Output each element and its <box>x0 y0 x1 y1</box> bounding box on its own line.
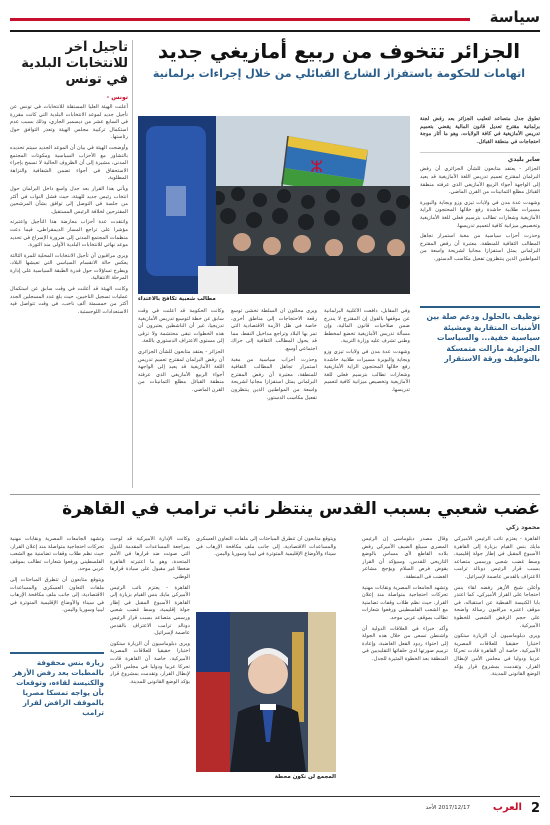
second-headline: غضب شعبي بسبب القدس ينتظر نائب ترامب في القاهرة <box>62 499 540 519</box>
column-divider <box>132 40 133 488</box>
paragraph: الجزائر - يعتقد متابعون للشأن الجزائري أن رفض البرلمان لمقترح تعميم تدريس اللغة الأمازيغية قد يعيد إلى الواجهة أجواء الربيع الأمازيغي الذي عرفته منطقة القبائل مطلع الثمانينات من القرن الماضي. <box>138 348 224 393</box>
text-column <box>138 308 224 488</box>
photo-caption: المجمع لن نكون محطة <box>274 774 336 780</box>
paragraph: ويرى دبلوماسيون أن الزيارة ستكون اختبارا حقيقيا للعلاقات المصرية الأميركية، خاصة أن القاهرة قادت تحركا عربيا ودوليا في مجلس الأمن لإبطال القرار، وتقدمت بمشروع قرار يؤكد الوضع القانوني للمدينة. <box>454 633 540 678</box>
paragraph: وحذرت أحزاب سياسية من مغبة استمرار تجاهل المطالب الثقافية للمنطقة، معتبرة أن رفض المقترح البرلماني يمثل استفزازا مجانيا لشريحة واسعة من المواطنين الذين ينتظرون تفعيل مكاسب الدستور. <box>420 233 540 262</box>
paragraph: وكانت الإدارة الأميركية قد لوحت بمراجعة المساعدات المقدمة للدول التي صوتت ضد قرارها في الأمم المتحدة، وهو ما اعتبرته القاهرة ضغطا غير مقبول على سيادة قرارها الوطني. <box>110 536 190 580</box>
paragraph: القاهرة - يعتزم نائب الرئيس الأميركي مايك بنس القيام بزيارة إلى القاهرة الأسبوع المقبل في إطار جولة إقليمية، وسط غضب شعبي ورسمي متصاعد بسبب قرار الرئيس دونالد ترامب الاعتراف بالقدس عاصمة لإسرائيل. <box>110 584 190 637</box>
second-byline: محمود زكي <box>505 524 540 531</box>
paragraph: وأوضحت الهيئة في بيان أن الموعد الجديد سيتم تحديده بالتشاور مع الأحزاب السياسية ومكونات المجتمع المدني، مشيرة إلى أن الظروف الحالية لا تسمح بإجراء الاستحقاق في أجواء تضمن الشفافية والنزاهة المطلوبة. <box>10 144 128 182</box>
text-column <box>110 536 190 776</box>
paragraph: القاهرة - يعتزم نائب الرئيس الأميركي مايك بنس القيام بزيارة إلى القاهرة الأسبوع المقبل في إطار جولة إقليمية، وسط غضب شعبي ورسمي متصاعد بسبب قرار الرئيس دونالد ترامب الاعتراف بالقدس عاصمة لإسرائيل. <box>454 536 540 580</box>
byline: صابر بليدي <box>420 152 540 163</box>
text-column <box>362 536 448 776</box>
paragraph: ويرى محللون أن السلطة تخشى توسع رقعة الاحتجاجات إلى مناطق أخرى، خاصة في ظل الأزمة الاقتصادية التي تمر بها البلاد وتراجع مداخيل النفط، مما قد يحول المطالب الثقافية إلى حراك اجتماعي أوسع. <box>231 308 317 352</box>
main-story <box>138 38 540 490</box>
text-column <box>10 536 104 646</box>
main-body-col1 <box>420 166 540 263</box>
paragraph: وكانت الهيئة قد أعلنت في وقت سابق عن استكمال عمليات تسجيل الناخبين، حيث بلغ عدد المسجلين الجدد أكثر من خمسمئة ألف ناخب، في وقت تتواصل فيه الاستعدادات اللوجستية. <box>10 286 128 315</box>
main-story-lead-column <box>420 116 540 488</box>
main-headline: الجزائر تتخوف من ربيع أمازيغي جديد <box>157 39 521 63</box>
paragraph: ويأتي هذا القرار بعد جدل واسع داخل البرلمان حول انتخاب رئيس جديد للهيئة، حيث فشل النواب في أكثر من جلسة في التوصل إلى توافق بشأن المرشحين المقترحين لخلافة الرئيس المستقيل. <box>10 185 128 215</box>
pull-quote: زيارة بنس محفوفة بالمطبات بعد رفض الأزهر والكنيسة لقاءه، وتوقعات بأن يواجه تمسكا مصريا بالموقف الرافض لقرار ترامب <box>10 652 104 718</box>
pence-photo-illustration <box>196 612 336 772</box>
paragraph: وأكد خبراء في العلاقات الدولية أن واشنطن تسعى من خلال هذه الجولة إلى احتواء ردود الفعل الغاضبة، وإعادة ترميم صورتها لدى حلفائها التقليديين في المنطقة بعد الخطوة المثيرة للجدل. <box>362 625 448 662</box>
section-accent-bar <box>10 18 470 21</box>
side-story-headline: تأجيل آخر للانتخابات البلدية في تونس <box>21 40 128 87</box>
section-header <box>10 6 540 32</box>
issue-date: 2017/12/17 الأحد <box>425 805 470 811</box>
paragraph: ويرى مراقبون أن تأجيل الانتخابات المحلية للمرة الثالثة يعكس حالة الانقسام السياسي التي تعيشها البلاد، ويطرح تساؤلات حول قدرة الطبقة السياسية على إدارة المرحلة الانتقالية. <box>10 252 128 282</box>
paragraph: ويرى دبلوماسيون أن الزيارة ستكون اختبارا حقيقيا للعلاقات المصرية الأميركية، خاصة أن القاهرة قادت تحركا عربيا ودوليا في مجلس الأمن لإبطال القرار، وتقدمت بمشروع قرار يؤكد الوضع القانوني للمدينة. <box>110 640 190 685</box>
text-column <box>231 308 317 488</box>
side-story <box>10 40 128 488</box>
pence-photo <box>196 612 336 772</box>
paragraph: وقال مصدر دبلوماسي إن الرئيس المصري سيبلغ الضيف الأميركي رفض بلاده القاطع لأي مساس بالوضع التاريخي للقدس، وسيؤكد أن القرار يقوض فرص السلام ويؤجج مشاعر الغضب في المنطقة. <box>362 536 448 580</box>
section-title: سياسة <box>489 8 540 26</box>
main-subheadline: اتهامات للحكومة باستفزاز الشارع القبائلي من خلال إجراءات برلمانية <box>152 67 526 80</box>
paragraph: وأعلن شيخ الأزهر رفضه لقاء بنس احتجاجا على القرار الأميركي، كما اعتذر بابا الكنيسة القبطية عن استقباله، في موقف اعتبره مراقبون رسالة واضحة على حجم الرفض الشعبي للخطوة الأميركية. <box>454 584 540 629</box>
protest-photo <box>138 116 410 294</box>
paragraph: ويتوقع متابعون أن تتطرق المباحثات إلى ملفات التعاون العسكري والمساعدات الاقتصادية، إلى جانب ملف مكافحة الإرهاب في سيناء والأوضاع الإقليمية المتوترة في ليبيا وسوريا واليمن. <box>10 576 104 614</box>
paragraph: أعلنت الهيئة العليا المستقلة للانتخابات في تونس عن تأجيل جديد لموعد الانتخابات البلدية التي كانت مقررة في السابع عشر من ديسمبر الجاري، وذلك بسبب عدم استكمال تركيبة مجلس الهيئة وتعذر التوافق حول رئاستها. <box>10 104 128 141</box>
paragraph: الجزائر - يعتقد متابعون للشأن الجزائري أن رفض البرلمان لمقترح تعميم تدريس اللغة الأمازيغية قد يعيد إلى الواجهة أجواء الربيع الأمازيغي الذي عرفته منطقة القبائل مطلع الثمانينات من القرن الماضي. <box>420 166 540 196</box>
photo-caption: مطالب شعبية تكافح بالاعتداء <box>138 296 216 302</box>
side-story-body <box>10 104 128 316</box>
text-column <box>454 536 540 776</box>
paragraph: وكانت الحكومة قد أعلنت في وقت سابق عن خطة لتوسيع تدريس الأمازيغية تدريجيا، غير أن الناشطين يعتبرون أن هذه الخطوات تبقى محتشمة ولا ترقى إلى مستوى الاعتراف الدستوري باللغة. <box>138 308 224 345</box>
lead-paragraph: تطوق جدل متصاعد لتعليب الجزائر بعد رفض لجنة برلمانية مقترح تعديل قانون المالية يقضي بتعميم تدريس الأمازيغية في كافة الولايات، وهو ما أثار موجة احتجاجات في منطقة القبائل. <box>420 116 540 145</box>
paragraph: ويتوقع متابعون أن تتطرق المباحثات إلى ملفات التعاون العسكري والمساعدات الاقتصادية، إلى جانب ملف مكافحة الإرهاب في سيناء والأوضاع الإقليمية المتوترة في ليبيا وسوريا واليمن. <box>196 536 336 558</box>
paragraph: وتشهد الجامعات المصرية ونقابات مهنية تحركات احتجاجية متواصلة منذ إعلان القرار، حيث نظم طلاب وقفات تضامنية مع الشعب الفلسطيني ورفعوا شعارات تطالب بموقف عربي موحد. <box>362 584 448 621</box>
side-story-dateline: تونس - <box>106 94 128 101</box>
paragraph: وانتقدت عدة أحزاب معارضة هذا التأجيل واعتبرته مؤشرا على تراجع المسار الديمقراطي، فيما دعت منظمات المجتمع المدني إلى ضرورة الإسراع في تحديد موعد نهائي للانتخابات البلدية الأولى منذ الثورة. <box>10 219 128 249</box>
paragraph: وتشهد الجامعات المصرية ونقابات مهنية تحركات احتجاجية متواصلة منذ إعلان القرار، حيث نظم طلاب وقفات تضامنية مع الشعب الفلسطيني ورفعوا شعارات تطالب بموقف عربي موحد. <box>10 536 104 573</box>
pull-quote: توظيف بالحلول ودعم صلة بين الأمنيات المتقاربة ومشيئة سياسية خفية... والسياسات الجزائرية مازالت متمسكة بالتوظيف ورقة الاستقرار <box>420 306 540 365</box>
protest-photo-illustration <box>138 116 410 294</box>
paragraph: وفي المقابل، دافعت الأغلبية البرلمانية عن موقفها بالقول إن المقترح لا يندرج ضمن صلاحيات قانون المالية، وإن مسألة تدريس الأمازيغية تخضع لمخطط وطني تشرف عليه وزارة التربية. <box>324 308 410 345</box>
main-story-columns <box>138 308 410 488</box>
paragraph: وشهدت عدة مدن في ولايات تيزي وزو وبجاية والبويرة مسيرات طلابية حاشدة رفع خلالها المحتجون الراية الأمازيغية وشعارات تطالب بترسيم فعلي للغة الأمازيغية وتخصيص ميزانية كافية لتعميم تدريسها. <box>324 348 410 393</box>
text-column <box>196 536 336 608</box>
paragraph: وحذرت أحزاب سياسية من مغبة استمرار تجاهل المطالب الثقافية للمنطقة، معتبرة أن رفض المقترح البرلماني يمثل استفزازا مجانيا لشريحة واسعة من المواطنين الذين ينتظرون تفعيل مكاسب الدستور. <box>231 356 317 401</box>
page-number: 2 <box>530 801 540 816</box>
page-footer <box>10 796 540 818</box>
text-column <box>324 308 410 488</box>
newspaper-logo: العرب <box>492 802 522 813</box>
story-divider <box>10 494 540 495</box>
paragraph: وشهدت عدة مدن في ولايات تيزي وزو وبجاية والبويرة مسيرات طلابية حاشدة رفع خلالها المحتجون الراية الأمازيغية وشعارات تطالب بترسيم فعلي للغة الأمازيغية وتخصيص ميزانية كافية لتعميم تدريسها. <box>420 199 540 229</box>
svg-text:ⵣ: ⵣ <box>310 157 323 176</box>
